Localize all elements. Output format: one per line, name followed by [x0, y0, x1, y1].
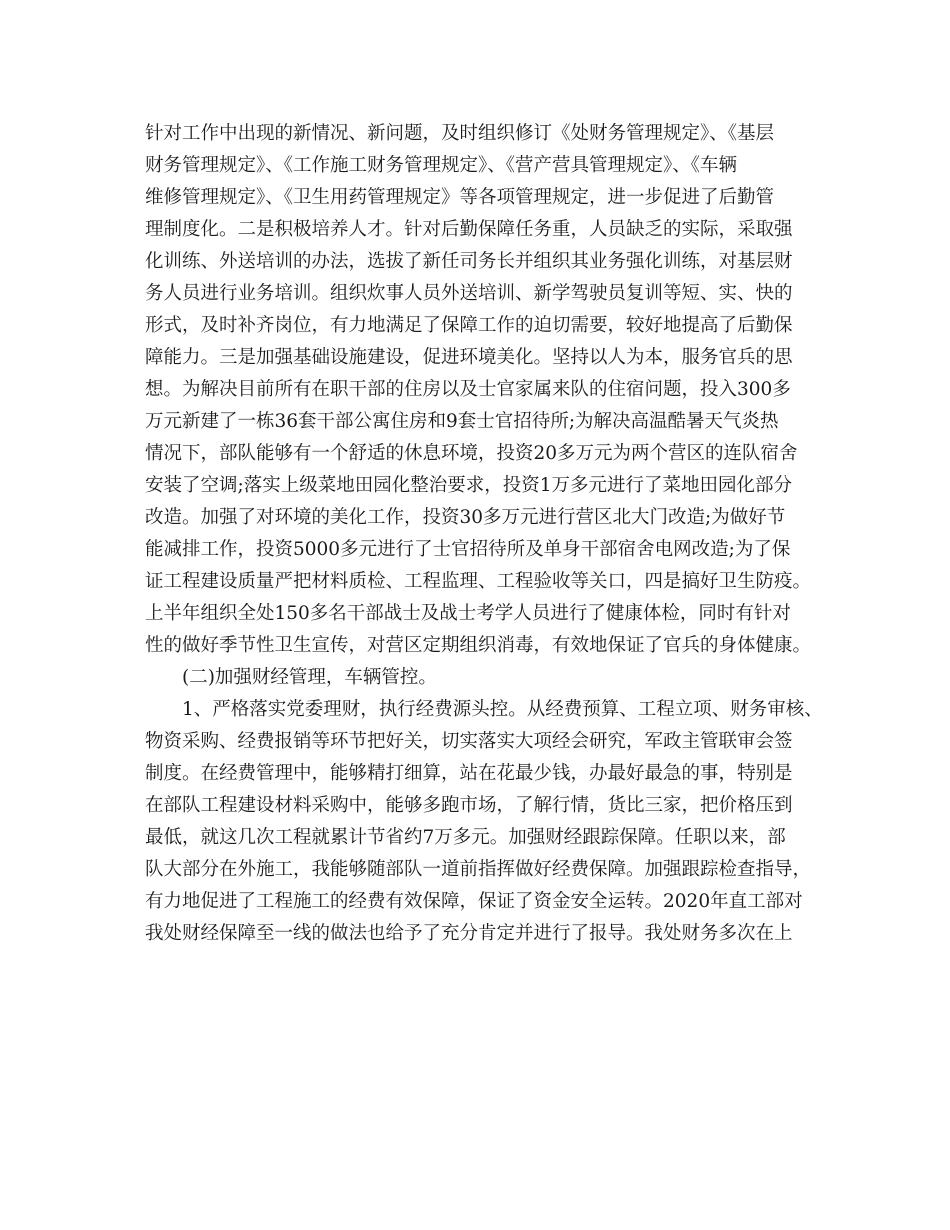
text-line: 针对工作中出现的新情况、新问题，及时组织修订《处财务管理规定》、《基层 — [145, 123, 775, 144]
text-line: 1、严格落实党委理财，执行经费源头控。从经费预算、工程立项、财务审核、 — [182, 699, 823, 720]
text-line: 在部队工程建设材料采购中，能够多跑市场，了解行情，货比三家，把价格压到 — [145, 795, 793, 816]
text-line: 有力地促进了工程施工的经费有效保障，保证了资金安全运转。2020年直工部对 — [145, 891, 803, 912]
text-line: 证工程建设质量严把材料质检、工程监理、工程验收等关口，四是搞好卫生防疫。 — [145, 571, 812, 592]
text-line: 物资采购、经费报销等环节把好关，切实落实大项经会研究，军政主管联审会签 — [145, 731, 793, 752]
text-line: 队大部分在外施工，我能够随部队一道前指挥做好经费保障。加强跟踪检查指导， — [145, 859, 812, 880]
document-body — [145, 118, 835, 950]
text-line: 情况下，部队能够有一个舒适的休息环境，投资20多万元为两个营区的连队宿舍 — [145, 443, 798, 464]
text-line: 障能力。三是加强基础设施建设，促进环境美化。坚持以人为本，服务官兵的思 — [145, 347, 793, 368]
text-line: 安装了空调;落实上级菜地田园化整治要求，投资1万多元进行了菜地田园化部分 — [145, 475, 793, 496]
section-heading: (二)加强财经管理，车辆管控。 — [182, 667, 437, 688]
text-line: 化训练、外送培训的办法，选拔了新任司务长并组织其业务强化训练，对基层财 — [145, 251, 793, 272]
text-line: 性的做好季节性卫生宣传，对营区定期组织消毒，有效地保证了官兵的身体健康。 — [145, 635, 812, 656]
text-line: 万元新建了一栋36套干部公寓住房和9套士官招待所;为解决高温酷暑天气炎热 — [145, 411, 779, 432]
text-line: 制度。在经费管理中，能够精打细算，站在花最少钱，办最好最急的事，特别是 — [145, 763, 793, 784]
text-line: 我处财经保障至一线的做法也给予了充分肯定并进行了报导。我处财务多次在上 — [145, 923, 793, 944]
text-line: 务人员进行业务培训。组织炊事人员外送培训、新学驾驶员复训等短、实、快的 — [145, 283, 793, 304]
text-line: 形式，及时补齐岗位，有力地满足了保障工作的迫切需要，较好地提高了后勤保 — [145, 315, 793, 336]
text-line: 改造。加强了对环境的美化工作，投资30多万元进行营区北大门改造;为做好节 — [145, 507, 786, 528]
text-line: 想。为解决目前所有在职干部的住房以及士官家属来队的住宿问题，投入300多 — [145, 379, 791, 400]
text-line: 上半年组织全处150多名干部战士及战士考学人员进行了健康体检，同时有针对 — [145, 603, 791, 624]
text-line: 维修管理规定》、《卫生用药管理规定》等各项管理规定，进一步促进了后勤管 — [145, 187, 775, 208]
text-line: 能减排工作，投资5000多元进行了士官招待所及单身干部宿舍电网改造;为了保 — [145, 539, 791, 560]
text-line: 最低，就这几次工程就累计节省约7万多元。加强财经跟踪保障。任职以来，部 — [145, 827, 786, 848]
text-line: 财务管理规定》、《工作施工财务管理规定》、《营产营具管理规定》、《车辆 — [145, 155, 738, 176]
text-line: 理制度化。二是积极培养人才。针对后勤保障任务重，人员缺乏的实际，采取强 — [145, 219, 793, 240]
